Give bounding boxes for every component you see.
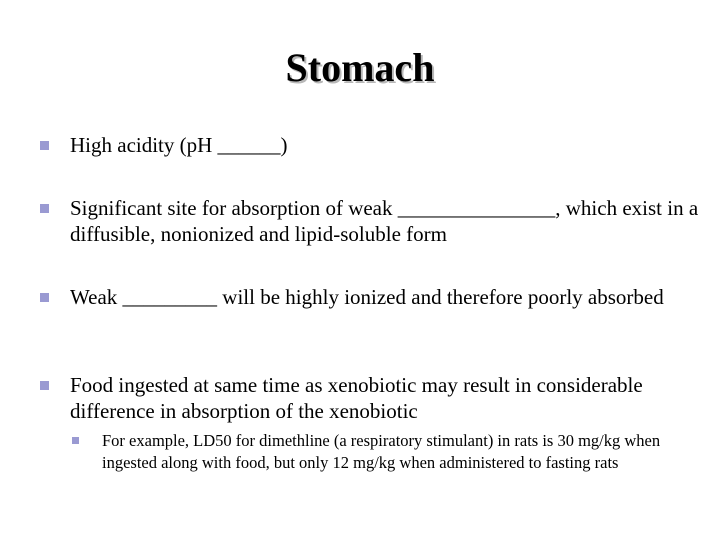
bullet-text: Food ingested at same time as xenobiotic may result in considerable difference in absorption of the xenobiotic	[70, 373, 643, 423]
square-bullet-icon	[40, 204, 49, 213]
square-bullet-icon	[40, 141, 49, 150]
square-sub-bullet-icon	[72, 437, 79, 444]
sub-bullet-text: For example, LD50 for dimethline (a respiratory stimulant) in rats is 30 mg/kg when ingested along with food, but only 12 mg/kg when administered to fasting rats	[102, 431, 661, 472]
bullet-text: Significant site for absorption of weak _______________, which exist in a diffusible, nonionized and lipid-soluble form	[70, 196, 699, 246]
square-bullet-icon	[40, 293, 49, 302]
square-bullet-icon	[40, 381, 49, 390]
bullet-text: Weak _________ will be highly ionized and therefore poorly absorbed	[70, 285, 664, 309]
bullet-text: High acidity (pH ______)	[70, 133, 288, 157]
slide-title: Stomach	[285, 45, 435, 90]
